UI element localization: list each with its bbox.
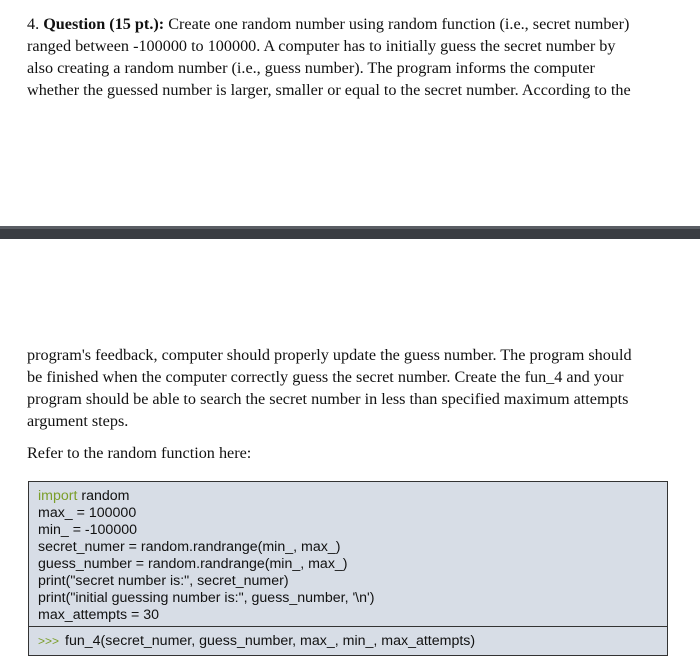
question-line-6: be finished when the computer correctly guess the secret number. Create the fun_4 and your xyxy=(27,368,624,386)
page-break-bar-highlight xyxy=(0,226,700,229)
interpreter-call-line xyxy=(38,632,475,650)
question-line-4: whether the guessed number is larger, smaller or equal to the secret number. According to the xyxy=(27,81,631,99)
question-line-1 xyxy=(27,13,682,35)
code-line-import xyxy=(38,488,129,505)
question-paragraph-part1 xyxy=(27,13,682,101)
function-call: fun_4(secret_numer, guess_number, max_, min_, max_attempts) xyxy=(65,633,476,649)
question-line-3: also creating a random number (i.e., guess number). The program informs the computer xyxy=(27,59,595,77)
question-paragraph-part2 xyxy=(27,344,682,432)
code-line: secret_numer = random.randrange(min_, max_) xyxy=(38,539,341,555)
code-line: max_ = 100000 xyxy=(38,505,137,521)
question-line-8: argument steps. xyxy=(27,412,129,430)
code-block xyxy=(28,481,668,656)
code-keyword-import: import xyxy=(38,488,78,504)
code-divider xyxy=(29,626,667,627)
code-body xyxy=(29,482,667,626)
code-line: max_attempts = 30 xyxy=(38,607,160,623)
question-line-2: ranged between -100000 to 100000. A computer has to initially guess the secret number by xyxy=(27,37,616,55)
code-import-module: random xyxy=(77,488,130,504)
code-line: print("initial guessing number is:", guess_number, '\n') xyxy=(38,590,375,606)
question-line-5: program's feedback, computer should properly update the guess number. The program should xyxy=(27,346,632,364)
code-line: min_ = -100000 xyxy=(38,522,137,538)
code-line: print("secret number is:", secret_numer) xyxy=(38,573,289,589)
question-line-7: program should be able to search the secret number in less than specified maximum attempts xyxy=(27,390,629,408)
question-title: Question (15 pt.): xyxy=(43,15,165,33)
code-line: guess_number = random.randrange(min_, max_) xyxy=(38,556,348,572)
question-text: Create one random number using random function (i.e., secret number) xyxy=(168,15,630,33)
interpreter-prompt: >>> xyxy=(38,634,60,648)
refer-text: Refer to the random function here: xyxy=(27,444,252,462)
question-number: 4. xyxy=(27,15,40,33)
